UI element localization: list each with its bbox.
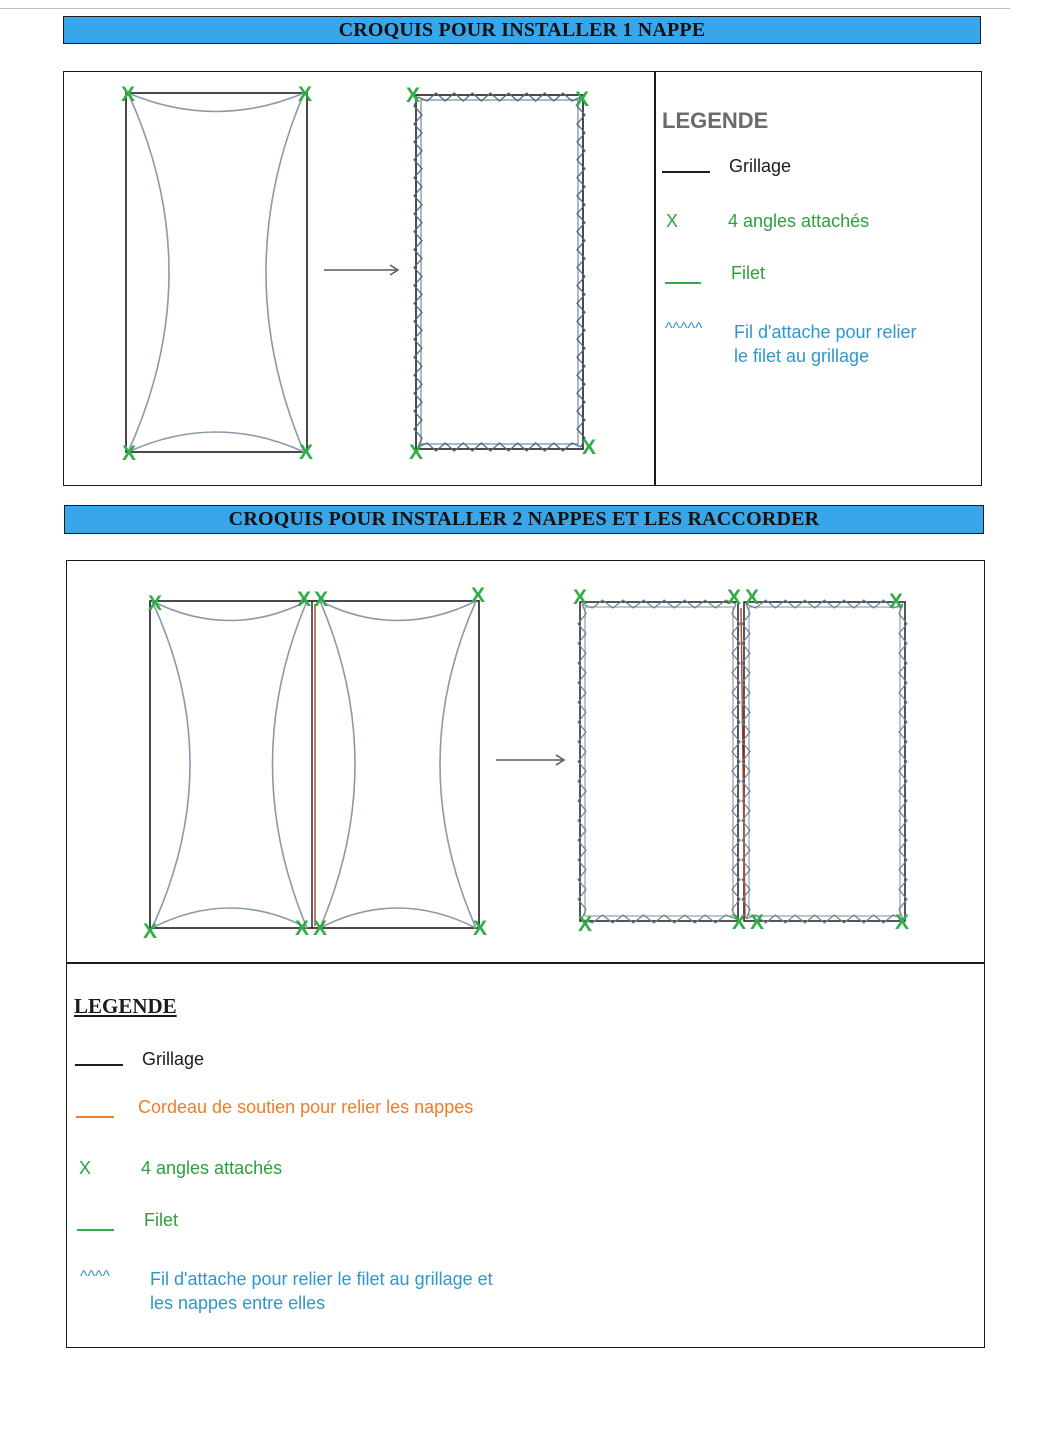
- legend2-fil-line1: Fil d'attache pour relier le filet au grillage et: [150, 1269, 493, 1289]
- angle-marker: X: [731, 911, 747, 934]
- fig1b-one-nappe-after: [414, 93, 585, 451]
- angle-marker: X: [749, 911, 765, 934]
- angle-marker: X: [147, 592, 163, 615]
- legend2-cordeau-swatch: [76, 1116, 114, 1118]
- angle-marker: X: [581, 436, 597, 459]
- section2-title: CROQUIS POUR INSTALLER 2 NAPPES ET LES RACCORDER: [228, 508, 820, 530]
- legend2-x-symbol: X: [79, 1158, 92, 1178]
- legend1-fil-line2: le filet au grillage: [734, 346, 870, 366]
- section1-title: CROQUIS POUR INSTALLER 1 NAPPE: [338, 19, 706, 41]
- fig1a-filet-left: [128, 93, 169, 452]
- angle-marker: X: [894, 911, 910, 934]
- angle-marker: X: [888, 590, 904, 613]
- fig1a-one-nappe-before: [126, 93, 307, 452]
- legend2-cordeau-label: Cordeau de soutien pour relier les nappes: [138, 1097, 474, 1117]
- angle-marker: X: [313, 588, 329, 611]
- legend2-angles-label: 4 angles attachés: [141, 1158, 283, 1178]
- legend1-grillage-swatch: [662, 171, 710, 173]
- angle-marker: X: [142, 920, 158, 943]
- section2-title-banner: [64, 505, 984, 534]
- section2-panel: [66, 560, 985, 1348]
- angle-marker: X: [726, 586, 742, 609]
- legend1-x-symbol: X: [666, 211, 679, 231]
- legend2-filet-label: Filet: [144, 1210, 179, 1230]
- angle-marker: X: [405, 84, 421, 107]
- legend1-fil-symbol: ^^^^^: [665, 320, 703, 337]
- legend1-angles-label: 4 angles attachés: [728, 211, 870, 231]
- angle-marker: X: [408, 441, 424, 464]
- legend2-filet-swatch: [77, 1229, 114, 1231]
- section2-panel-divider: [66, 962, 984, 964]
- section2-legend-title: LEGENDE: [74, 994, 177, 1018]
- legend2-grillage-swatch: [75, 1064, 123, 1066]
- angle-marker: X: [572, 586, 588, 609]
- section1-legend-title: LEGENDE: [662, 108, 769, 133]
- fig1a-filet-right: [266, 93, 304, 452]
- fig1a-filet-bottom: [128, 432, 304, 452]
- legend1-grillage-label: Grillage: [729, 156, 792, 176]
- legend1-fil-line1: Fil d'attache pour relier: [734, 322, 917, 342]
- angle-marker: X: [577, 913, 593, 936]
- angle-marker: X: [294, 917, 310, 940]
- fig1b-grillage-frame: [416, 95, 583, 449]
- legend1-filet-swatch: [665, 282, 701, 284]
- legend2-grillage-label: Grillage: [142, 1049, 205, 1069]
- legend1-filet-label: Filet: [731, 263, 766, 283]
- angle-marker: X: [121, 442, 137, 465]
- fig1b-filet-frame: [421, 100, 578, 444]
- fig1a-grillage-frame: [126, 93, 307, 452]
- angle-marker: X: [744, 586, 760, 609]
- angle-marker: X: [298, 441, 314, 464]
- legend2-fil-symbol: ^^^^: [80, 1268, 111, 1285]
- angle-marker: X: [297, 83, 313, 106]
- fig1a-filet-top: [128, 93, 304, 112]
- angle-marker: X: [470, 584, 486, 607]
- angle-marker: X: [296, 588, 312, 611]
- angle-marker: X: [574, 88, 590, 111]
- fig1b-fil-attache: [414, 93, 585, 451]
- angle-marker: X: [120, 83, 136, 106]
- angle-marker: X: [312, 917, 328, 940]
- legend2-fil-line2: les nappes entre elles: [150, 1293, 326, 1313]
- angle-marker: X: [472, 917, 488, 940]
